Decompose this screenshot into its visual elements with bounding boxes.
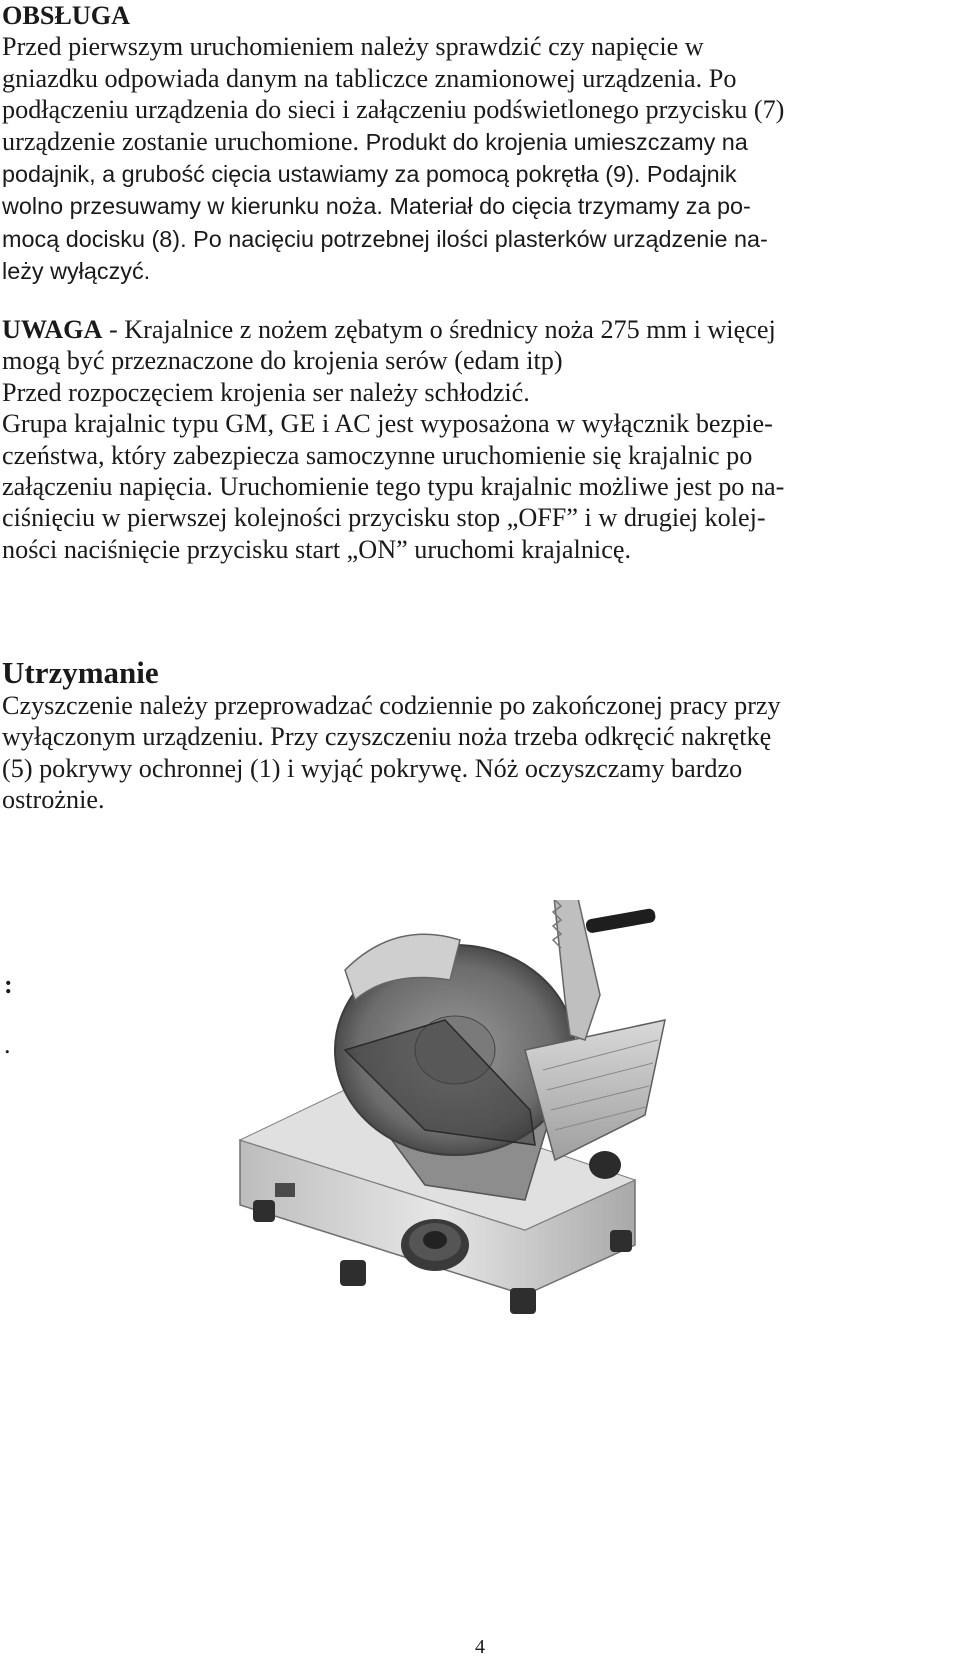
- section-obsluga: [2, 0, 958, 288]
- warning-line: czeństwa, który zabezpiecza samoczynne uruchomienie się krajalnic po: [2, 440, 753, 470]
- warning-line: ciśnięciu w pierwszej kolejności przycisku stop „OFF” i w drugiej kolej-: [2, 503, 766, 533]
- warning-line: UWAGA - Krajalnice z nożem zębatym o średnicy noża 275 mm i więcej: [2, 315, 776, 344]
- warning-line: mogą być przeznaczone do krojenia serów (edam itp): [2, 346, 563, 376]
- warning-line: ności naciśnięcie przycisku start „ON” uruchomi krajalnicę.: [2, 534, 631, 564]
- warning-line: Grupa krajalnic typu GM, GE i AC jest wyposażona w wyłącznik bezpie-: [2, 409, 773, 439]
- warning-label: UWAGA: [2, 315, 103, 344]
- paragraph-line: mocą docisku (8). Po nacięciu potrzebnej ilości plasterków urządzenie na-: [2, 225, 768, 252]
- section-title-obsluga: OBSŁUGA: [2, 1, 131, 30]
- power-switch-icon: [275, 1183, 295, 1197]
- paragraph-line: podajnik, a grubość cięcia ustawiamy za pomocą pokrętła (9). Podajnik: [2, 161, 737, 188]
- page-number: 4: [475, 1636, 485, 1658]
- stray-dot: .: [4, 1030, 11, 1059]
- slicer-illustration: [225, 900, 745, 1330]
- paragraph-line: leży wyłączyć.: [2, 258, 151, 285]
- warning-block: [2, 314, 958, 565]
- pusher-handle-icon: [585, 908, 656, 934]
- paragraph-line: (5) pokrywy ochronnej (1) i wyjąć pokrywę. Nóż oczyszczamy bardzo: [2, 753, 743, 783]
- thickness-knob-icon: [401, 1219, 469, 1271]
- warning-line: załączeniu napięcia. Uruchomienie tego typu krajalnic możliwe jest po na-: [2, 472, 785, 502]
- section-title-utrzymanie: Utrzymanie: [2, 655, 159, 690]
- paragraph-line: podłączeniu urządzenia do sieci i załączeniu podświetlonego przycisku (7): [2, 95, 785, 125]
- warning-line: Przed rozpoczęciem krojenia ser należy schłodzić.: [2, 377, 530, 407]
- paragraph-line: gniazdku odpowiada danym na tabliczce znamionowej urządzenia. Po: [2, 63, 737, 93]
- paragraph-line: wyłączonym urządzeniu. Przy czyszczeniu noża trzeba odkręcić nakrętkę: [2, 722, 772, 752]
- stray-colon: :: [4, 970, 13, 999]
- section-utrzymanie: [2, 690, 958, 816]
- paragraph-line: Przed pierwszym uruchomieniem należy sprawdzić czy napięcie w: [2, 32, 704, 62]
- paragraph-line: ostrożnie.: [2, 785, 105, 815]
- paragraph-line: urządzenie zostanie uruchomione. Produkt do krojenia umieszczamy na: [2, 126, 748, 156]
- paragraph-line: Czyszczenie należy przeprowadzać codziennie po zakończonej pracy przy: [2, 691, 781, 720]
- paragraph-line: wolno przesuwamy w kierunku noża. Materiał do cięcia trzymamy za po-: [2, 193, 751, 220]
- carriage-knob-icon: [589, 1151, 621, 1179]
